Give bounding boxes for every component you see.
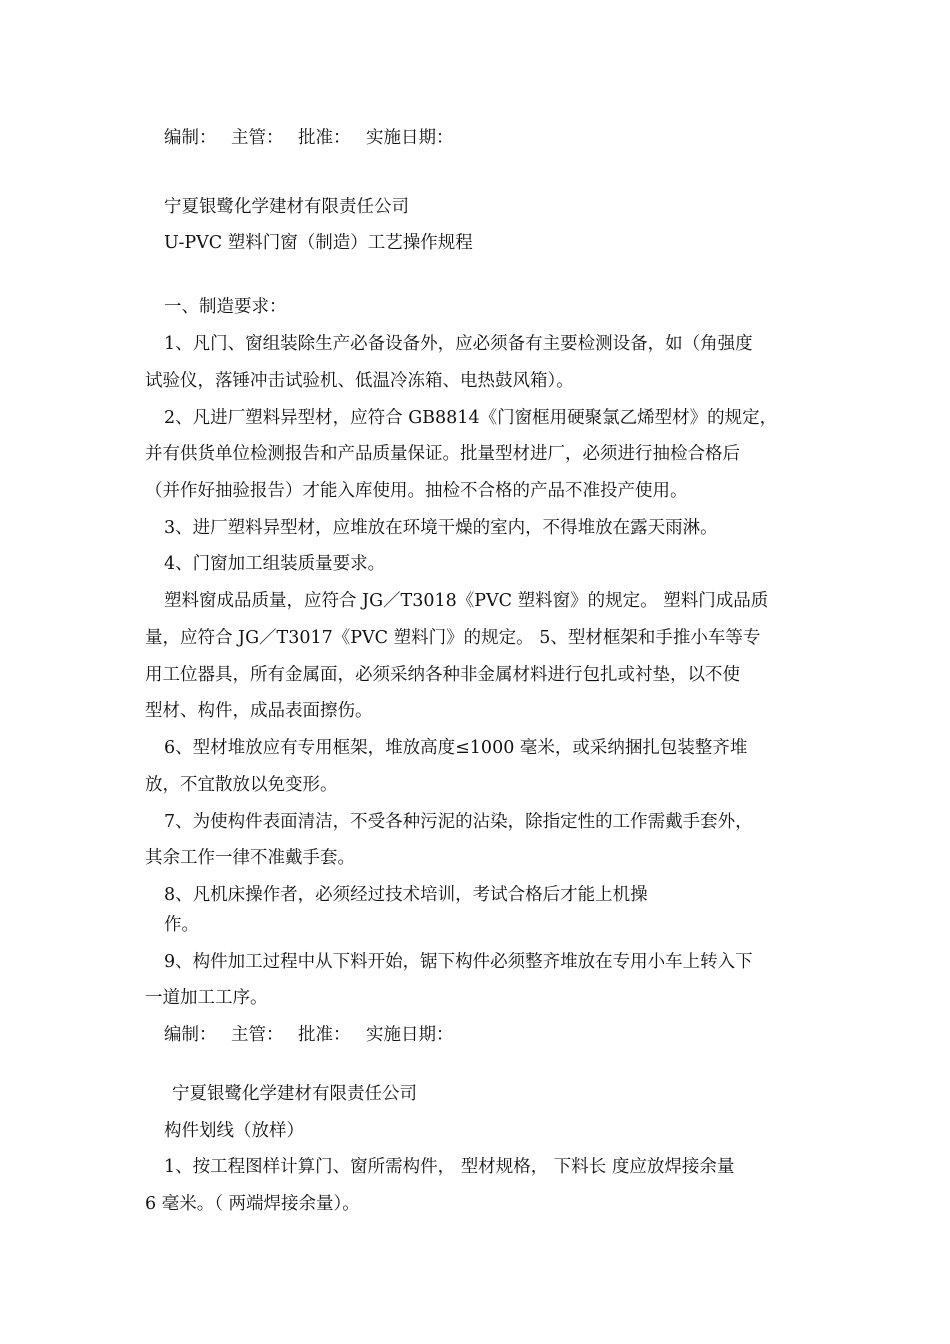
body-line: 量，应符合 JG／T3017《PVC 塑料门》的规定。 5、型材框架和手推小车等专: [145, 628, 761, 648]
section-heading: 一、制造要求：: [164, 297, 287, 317]
body-line: 7、为使构件表面清洁，不受各种污泥的沾染，除指定性的工作需戴手套外，: [164, 812, 753, 832]
compiled-by-label: 编制：: [164, 1025, 217, 1045]
compiled-by-label: 编制：: [164, 128, 217, 148]
supervisor-label: 主管：: [231, 1025, 284, 1045]
body-line: 试验仪，落锤冲击试验机、低温冷冻箱、电热鼓风箱）。: [145, 371, 574, 391]
body-line: 并有供货单位检测报告和产品质量保证。批量型材进厂，必须进行抽检合格后: [145, 444, 740, 464]
body-line: 6、型材堆放应有专用框架，堆放高度≤1000 毫米，或采纳捆扎包装整齐堆: [164, 738, 748, 758]
supervisor-label: 主管：: [231, 128, 284, 148]
body-line: 4、门窗加工组装质量要求。: [164, 554, 386, 574]
body-line: 1、凡门、窗组装除生产必备设备外，应必须备有主要检测设备，如（角强度: [164, 334, 753, 354]
body-line: 9、构件加工过程中从下料开始，锯下构件必须整齐堆放在专用小车上转入下: [164, 952, 753, 972]
company-name: 宁夏银鹭化学建材有限责任公司: [172, 1084, 417, 1104]
body-line: （并作好抽验报告）才能入库使用。抽检不合格的产品不准投产使用。: [145, 481, 688, 501]
effective-date-label: 实施日期：: [366, 128, 454, 148]
body-line: 8、凡机床操作者，必须经过技术培训，考试合格后才能上机操: [164, 885, 648, 905]
body-line: 一道加工工序。: [145, 988, 268, 1008]
section-heading: 构件划线（放样）: [164, 1121, 304, 1141]
body-line: 1、按工程图样计算门、窗所需构件， 型材规格， 下料长 度应放焊接余量: [164, 1157, 735, 1177]
approved-by-label: 批准：: [298, 128, 351, 148]
body-line: 6 毫米。（ 两端焊接余量）。: [145, 1194, 360, 1214]
body-line: 其余工作一律不准戴手套。: [145, 848, 355, 868]
body-line: 3、进厂塑料异型材，应堆放在环境干燥的室内，不得堆放在露天雨淋。: [164, 518, 718, 538]
body-line: 2、凡进厂塑料异型材，应符合 GB8814《门窗框用硬聚氯乙烯型材》的规定，: [164, 408, 778, 428]
document-title: U-PVC 塑料门窗（制造）工艺操作规程: [164, 233, 473, 253]
effective-date-label: 实施日期：: [366, 1025, 454, 1045]
body-line: 作。: [164, 915, 199, 935]
body-line: 放，不宜散放以免变形。: [145, 775, 338, 795]
company-name: 宁夏银鹭化学建材有限责任公司: [164, 197, 409, 217]
body-line: 塑料窗成品质量，应符合 JG／T3018《PVC 塑料窗》的规定。 塑料门成品质: [164, 591, 769, 611]
body-line: 型材、构件，成品表面擦伤。: [145, 701, 373, 721]
body-line: 用工位器具，所有金属面，必须采纳各种非金属材料进行包扎或衬垫，以不使: [145, 665, 740, 685]
approved-by-label: 批准：: [298, 1025, 351, 1045]
